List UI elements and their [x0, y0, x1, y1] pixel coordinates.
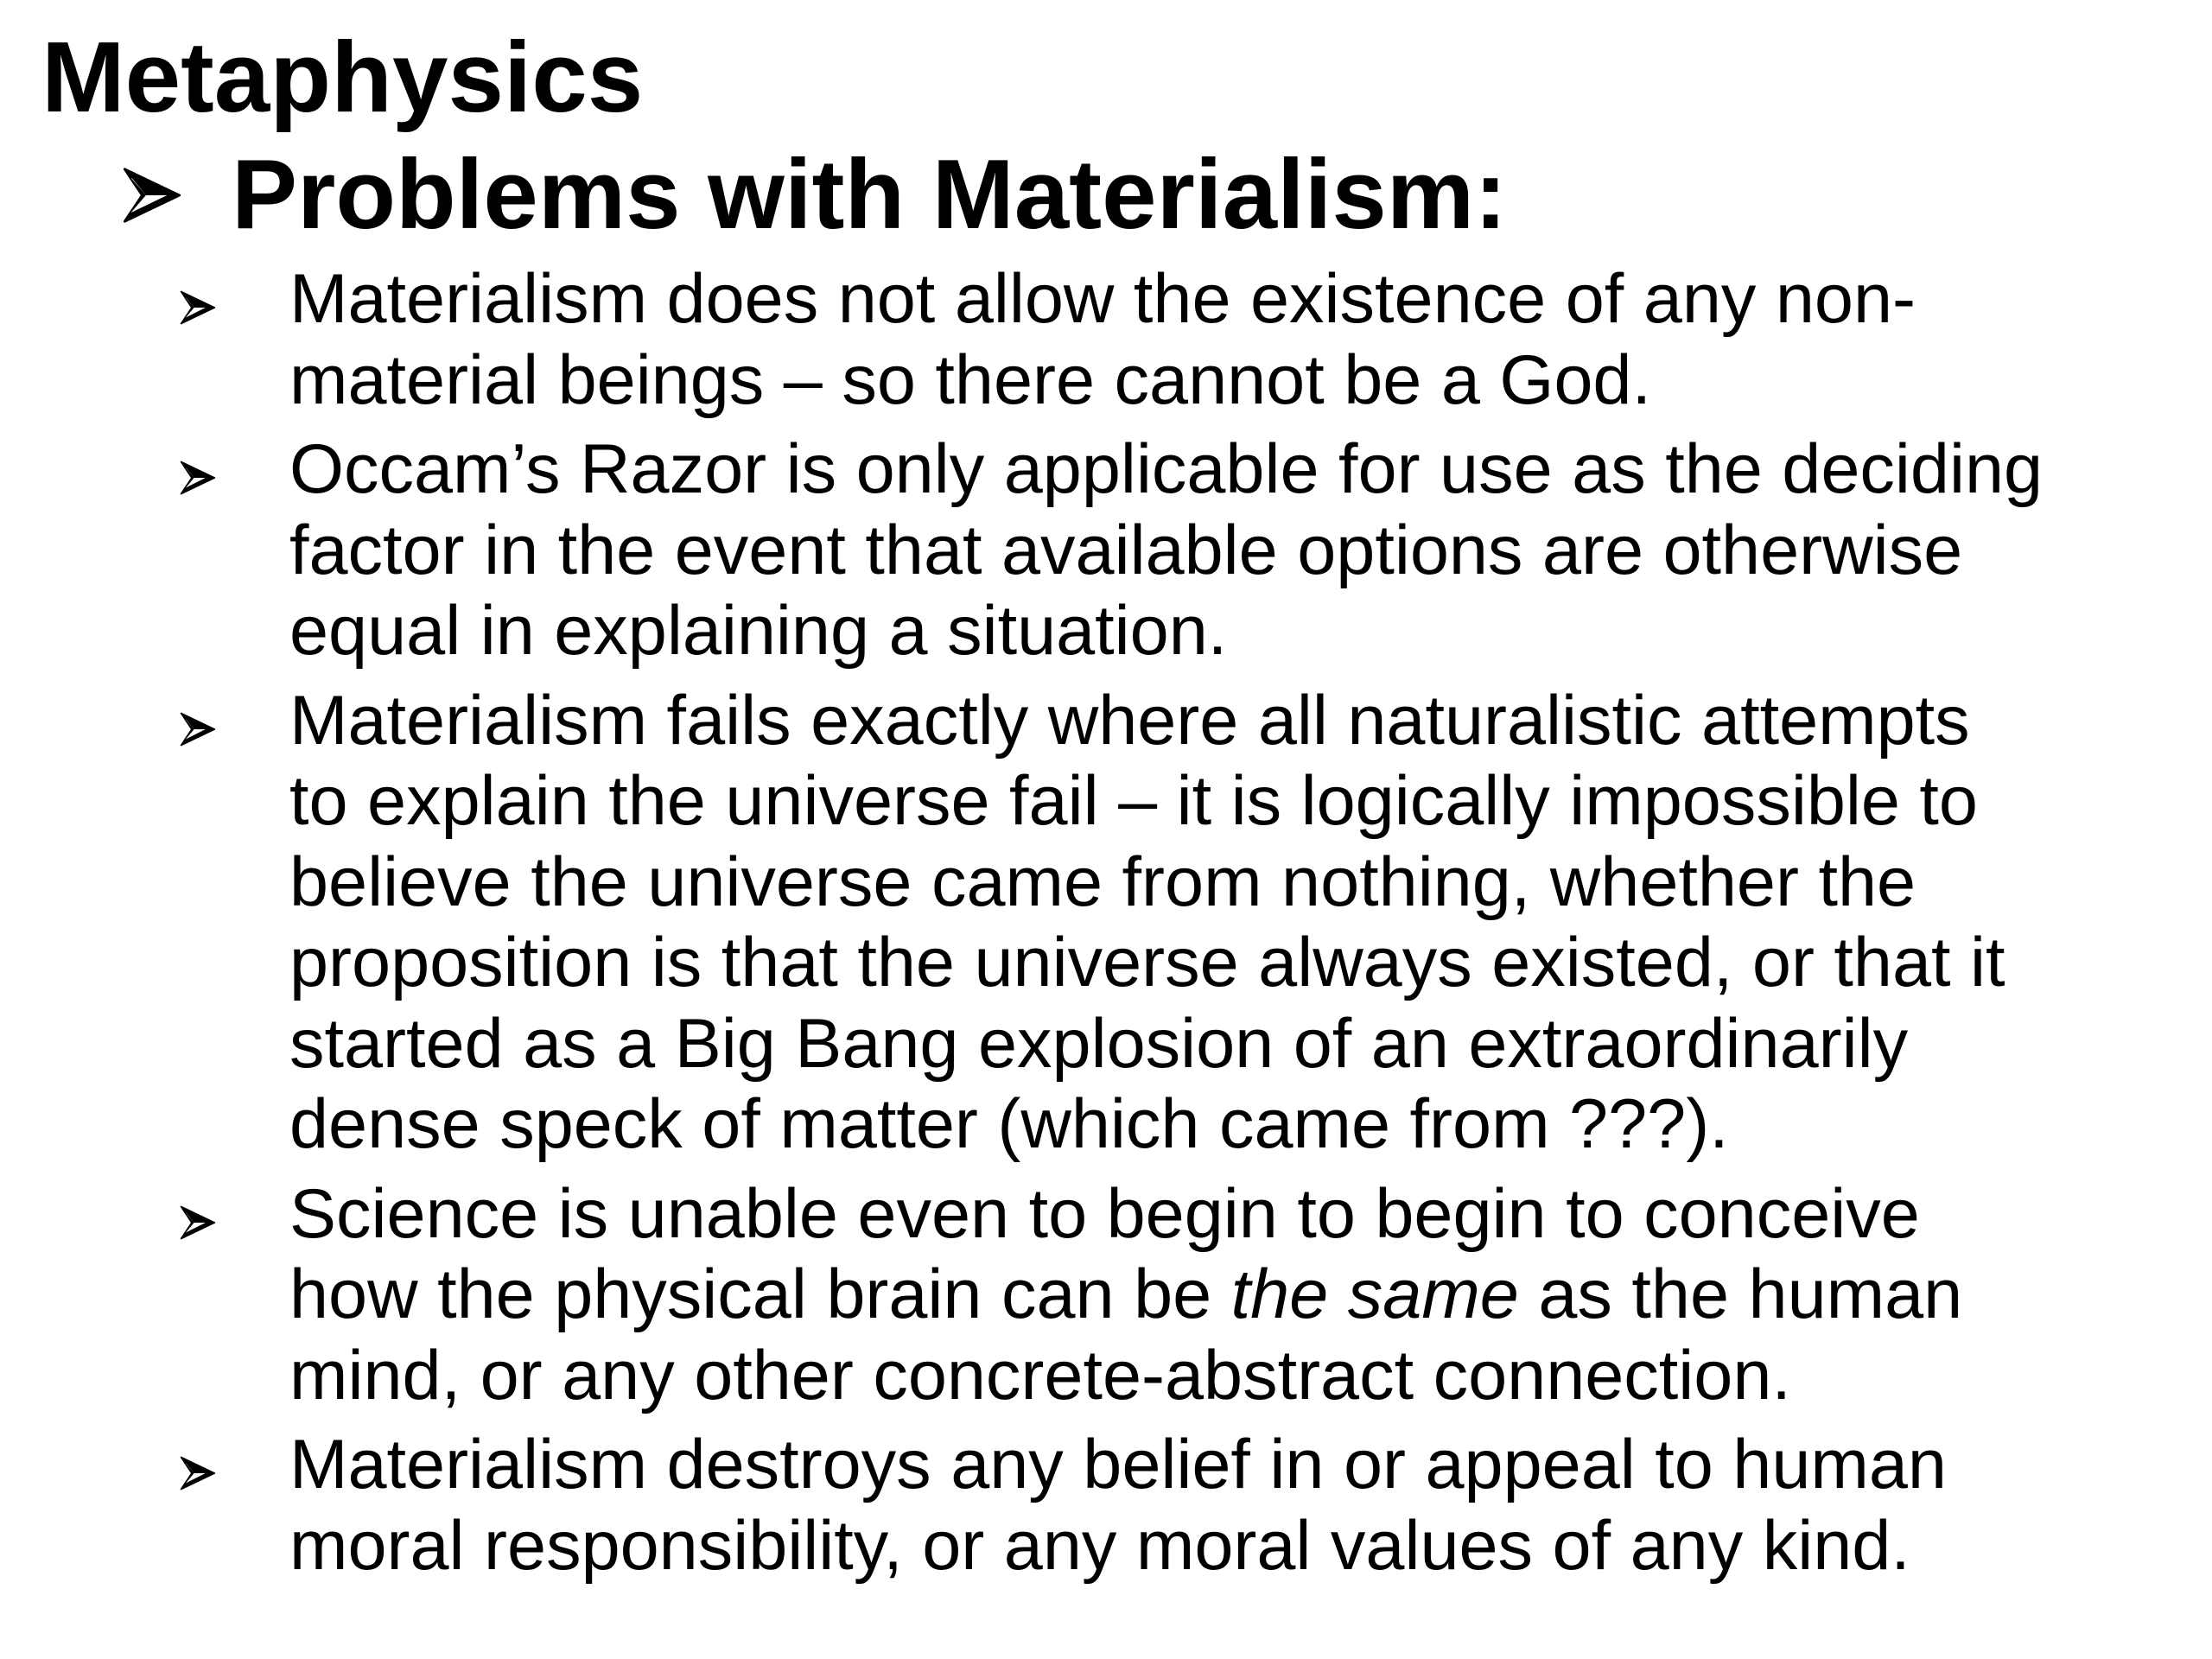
bullet-text-part: as the human mind, or any other concrete-abstract connection. — [289, 1255, 1963, 1414]
list-item — [0, 259, 2212, 421]
bullet-text: Materialism destroys any belief in or appeal to human moral responsibility, or any moral values of any kind. — [289, 1426, 1947, 1585]
arrowhead-bullet-icon — [179, 710, 217, 748]
arrowhead-bullet-icon — [179, 1204, 217, 1242]
list-item — [0, 429, 2212, 672]
section-heading — [121, 138, 1507, 252]
arrowhead-bullet-icon — [179, 289, 217, 327]
emphasis-text: the same — [1230, 1255, 1519, 1333]
bullet-list — [0, 259, 2212, 1595]
bullet-text: Materialism fails exactly where all naturalistic attempts to explain the universe fail – it is logically impossible to believe the universe came from nothing, whether the proposition is that the universe always existed, or that it started as a Big Bang explosion of an extraordinarily dense speck of matter (which came from ???). — [289, 681, 2005, 1163]
arrowhead-bullet-icon — [179, 459, 217, 497]
list-item — [0, 681, 2212, 1166]
list-item — [0, 1174, 2212, 1417]
bullet-text-part: Science is unable even to begin to begin to conceive how the physical brain can be — [289, 1174, 1920, 1333]
arrowhead-bullet-icon — [121, 164, 183, 226]
bullet-text — [289, 1174, 2177, 1417]
list-item — [0, 1425, 2212, 1586]
section-title: Problems with Materialism: — [232, 140, 1508, 250]
arrowhead-bullet-icon — [179, 1454, 217, 1492]
slide-title: Metaphysics — [41, 21, 644, 133]
bullet-text: Materialism does not allow the existence of any non- material beings – so there cannot be a God. — [289, 260, 1916, 419]
bullet-text: Occam’s Razor is only applicable for use as the deciding factor in the event that available options are otherwise equal in explaining a situation. — [289, 430, 2044, 670]
